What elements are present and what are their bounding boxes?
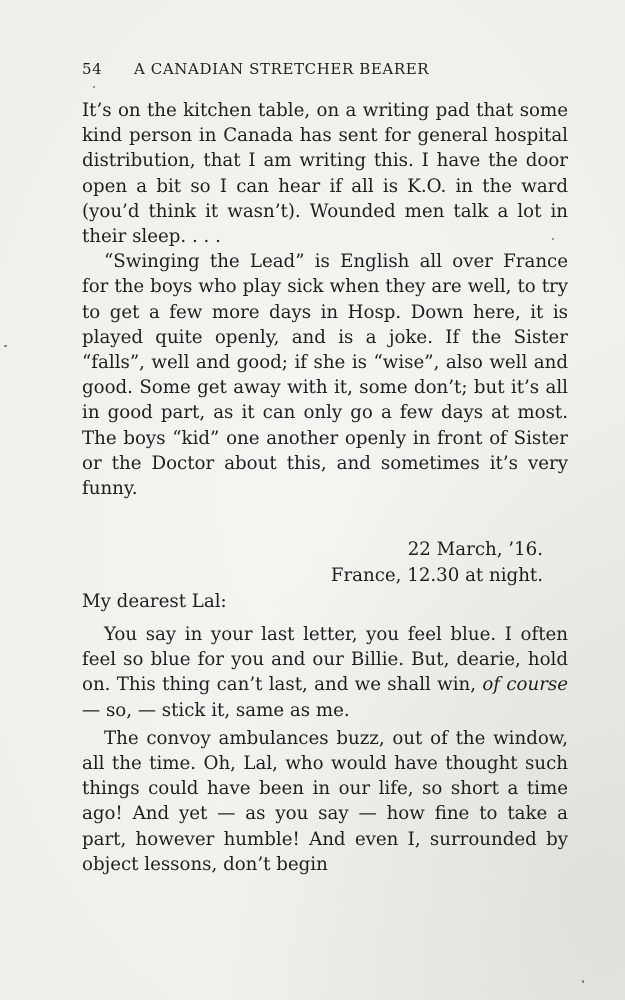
paper-speck <box>4 345 7 347</box>
dateline-date: 22 March, ’16. <box>407 539 543 560</box>
salutation: My dearest Lal: <box>82 591 227 612</box>
letter-paragraph-1-end: — so, — stick it, same as me. <box>82 699 350 721</box>
letter-paragraph-1-emphasis: of course <box>482 674 568 696</box>
letter-paragraph-1 <box>82 622 568 723</box>
body-text <box>82 98 568 501</box>
letter-paragraph-2: The convoy ambulances buzz, out of the window, all the time. Oh, Lal, who would have thought such things could have been in our life, so short a time ago! And yet — as you say — how fine to take a part, however humble! And even I, surrounded by object lessons, don’t begin <box>82 727 568 875</box>
letter-body <box>82 622 568 877</box>
dateline-place-time: France, 12.30 at night. <box>330 565 543 586</box>
paragraph-kitchen-table: It’s on the kitchen table, on a writing pad that some kind person in Canada has sent for general hospital distribution, that I am writing this. I have the door open a bit so I can hear if all is K.O. in the ward (you’d think it wasn’t). Wounded men talk a lot in their sleep. . . . <box>82 100 568 248</box>
letter-paragraph-1-start: You say in your last letter, you feel blue. I often feel so blue for you and our Billie. But, dearie, hold on. This thing can’t last, and we shall win, <box>82 624 568 696</box>
page-number: 54 <box>82 60 103 78</box>
paper-speck <box>582 980 584 983</box>
running-title: A CANADIAN STRETCHER BEARER <box>134 60 430 78</box>
paper-speck <box>552 238 554 240</box>
paper-speck <box>93 86 95 88</box>
paragraph-swinging-the-lead: “Swinging the Lead” is English all over France for the boys who play sick when they are well, to try to get a few more days in Hosp. Down here, it is played quite openly, and is a joke. If the Sister “falls”, well and good; if she is “wise”, also well and good. Some get away with it, some don’t; but it’s all in good part, as it can only go a few days at most. The boys “kid” one another openly in front of Sister or the Doctor about this, and sometimes it’s very funny. <box>82 251 568 500</box>
running-header <box>82 60 552 78</box>
